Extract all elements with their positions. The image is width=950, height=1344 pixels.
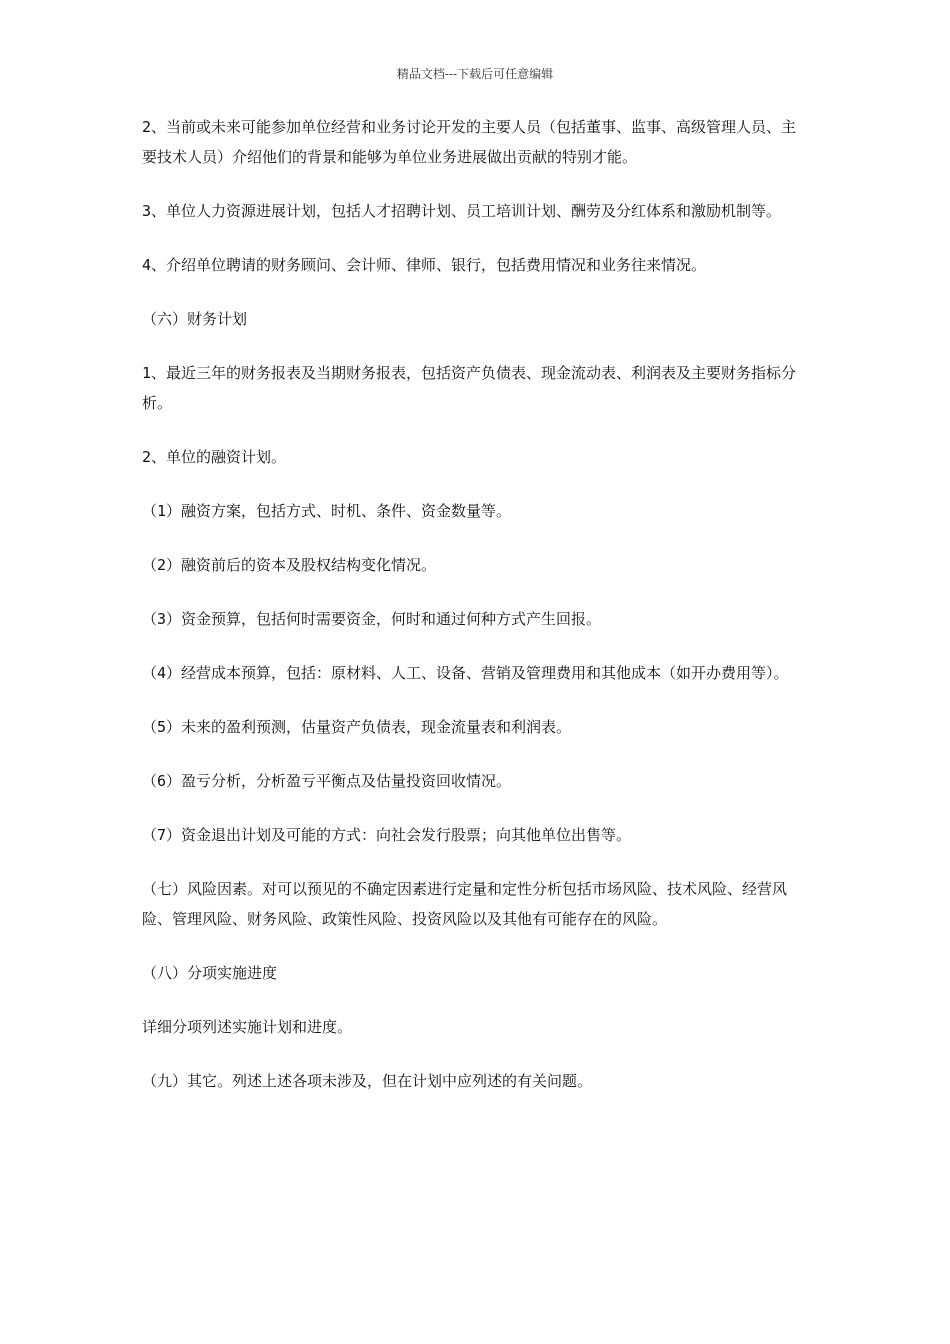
- paragraph-financial-statements: 1、最近三年的财务报表及当期财务报表，包括资产负债表、现金流动表、利润表及主要财务指标分析。: [142, 364, 797, 412]
- page-header: 精品文档---下载后可任意编辑: [396, 67, 554, 81]
- document-body: [142, 112, 810, 1120]
- list-item-exit-plan: （7）资金退出计划及可能的方式：向社会发行股票；向其他单位出售等。: [142, 826, 632, 844]
- list-item-fund-budget: （3）资金预算，包括何时需要资金，何时和通过何种方式产生回报。: [142, 610, 602, 628]
- section-heading-schedule: （八）分项实施进度: [142, 964, 278, 982]
- list-item-cost-budget: （4）经营成本预算，包括：原材料、人工、设备、营销及管理费用和其他成本（如开办费用等）。: [142, 664, 789, 682]
- section-risk-factors: （七）风险因素。对可以预见的不确定因素进行定量和定性分析包括市场风险、技术风险、经营风险、管理风险、财务风险、政策性风险、投资风险以及其他有可能存在的风险。: [142, 880, 788, 928]
- paragraph-schedule-detail: 详细分项列述实施计划和进度。: [142, 1018, 353, 1036]
- list-item-breakeven-analysis: （6）盈亏分析，分析盈亏平衡点及估量投资回收情况。: [142, 772, 512, 790]
- list-item-financing-scheme: （1）融资方案，包括方式、时机、条件、资金数量等。: [142, 502, 512, 520]
- paragraph-hr-plan: 3、单位人力资源进展计划，包括人才招聘计划、员工培训计划、酬劳及分红体系和激励机制等。: [142, 202, 782, 220]
- section-heading-finance: （六）财务计划: [142, 310, 248, 328]
- list-item-capital-structure: （2）融资前后的资本及股权结构变化情况。: [142, 556, 437, 574]
- paragraph-personnel: 2、当前或未来可能参加单位经营和业务讨论开发的主要人员（包括董事、监事、高级管理人员、主要技术人员）介绍他们的背景和能够为单位业务进展做出贡献的特别才能。: [142, 118, 797, 166]
- paragraph-advisors: 4、介绍单位聘请的财务顾问、会计师、律师、银行，包括费用情况和业务往来情况。: [142, 256, 707, 274]
- list-item-profit-forecast: （5）未来的盈利预测，估量资产负债表，现金流量表和利润表。: [142, 718, 572, 736]
- section-other: （九）其它。列述上述各项未涉及，但在计划中应列述的有关问题。: [142, 1072, 593, 1090]
- paragraph-financing-plan: 2、单位的融资计划。: [142, 448, 287, 466]
